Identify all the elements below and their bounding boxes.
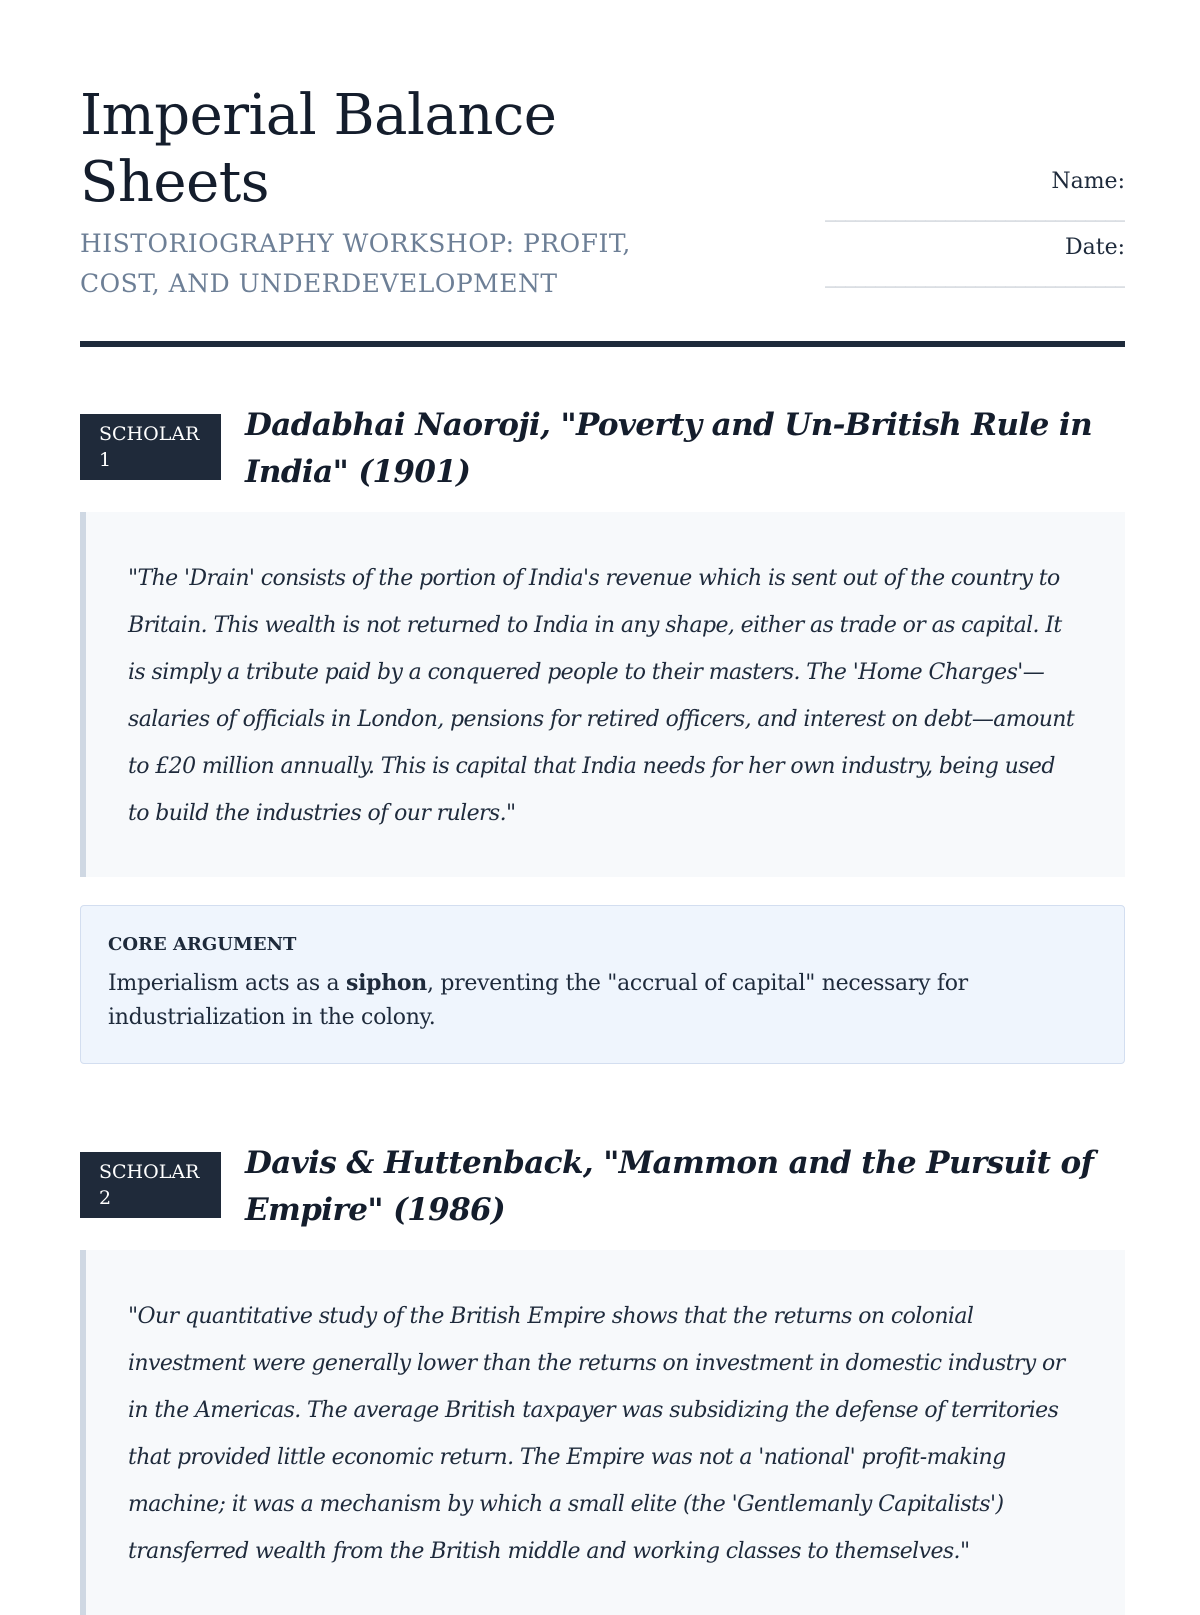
- date-label: Date:: [1064, 235, 1125, 260]
- badge-word: SCHOLAR: [99, 1161, 200, 1183]
- scholar-heading: [80, 1140, 1125, 1250]
- source-quote: "The 'Drain' consists of the portion of India's revenue which is sent out of the country to Britain. This wealth is not returned to India in any shape, either as trade or as capital. It is simply a tribute paid by a conquered people to their masters. The 'Home Charges'—salaries of officials in London, pensions for retired officers, and interest on debt—amount to £20 million annually. This is capital that India needs for her own industry, being used to build the industries of our rulers.": [80, 512, 1125, 877]
- argument-keyword: siphon: [346, 970, 428, 996]
- worksheet-page: [80, 0, 1125, 1564]
- header-divider: [80, 341, 1125, 347]
- scholar-badge: [80, 414, 221, 480]
- core-argument-label: CORE ARGUMENT: [108, 934, 297, 955]
- date-field-line: ______________________________: [825, 265, 1125, 288]
- page-subtitle: HISTORIOGRAPHY WORKSHOP: PROFIT, COST, AND UNDERDEVELOPMENT: [80, 229, 631, 298]
- name-label: Name:: [1051, 169, 1125, 194]
- name-field-line: ______________________________: [825, 199, 1125, 222]
- argument-text-end: , preventing the "accrual of capital" necessary for industrialization in the colony.: [108, 971, 968, 1030]
- badge-word: SCHOLAR: [99, 423, 200, 445]
- badge-number: 1: [99, 449, 112, 471]
- scholar-heading: [80, 402, 1125, 512]
- argument-text-start: Imperialism acts as a: [108, 971, 347, 996]
- badge-number: 2: [99, 1187, 112, 1209]
- scholar-title: Davis & Huttenback, "Mammon and the Pursuit of Empire" (1986): [245, 1145, 1094, 1228]
- student-info: [695, 165, 1125, 297]
- scholar-section: [80, 1140, 1125, 1615]
- worksheet-header: [80, 0, 1125, 350]
- source-quote: "Our quantitative study of the British Empire shows that the returns on colonial investment were generally lower than the returns on investment in domestic industry or in the Americas. The average British taxpayer was subsidizing the defense of territories that provided little economic return. The Empire was not a 'national' profit-making machine; it was a mechanism by which a small elite (the 'Gentlemanly Capitalists') transferred wealth from the British middle and working classes to themselves.": [80, 1250, 1125, 1615]
- scholar-title: Dadabhai Naoroji, "Poverty and Un-British Rule in India" (1901): [245, 407, 1093, 490]
- core-argument-text: [108, 966, 1097, 1035]
- scholar-badge: [80, 1152, 221, 1218]
- scholar-section: [80, 402, 1125, 1064]
- core-argument-box: [80, 905, 1125, 1064]
- page-title: Imperial Balance Sheets: [80, 83, 557, 215]
